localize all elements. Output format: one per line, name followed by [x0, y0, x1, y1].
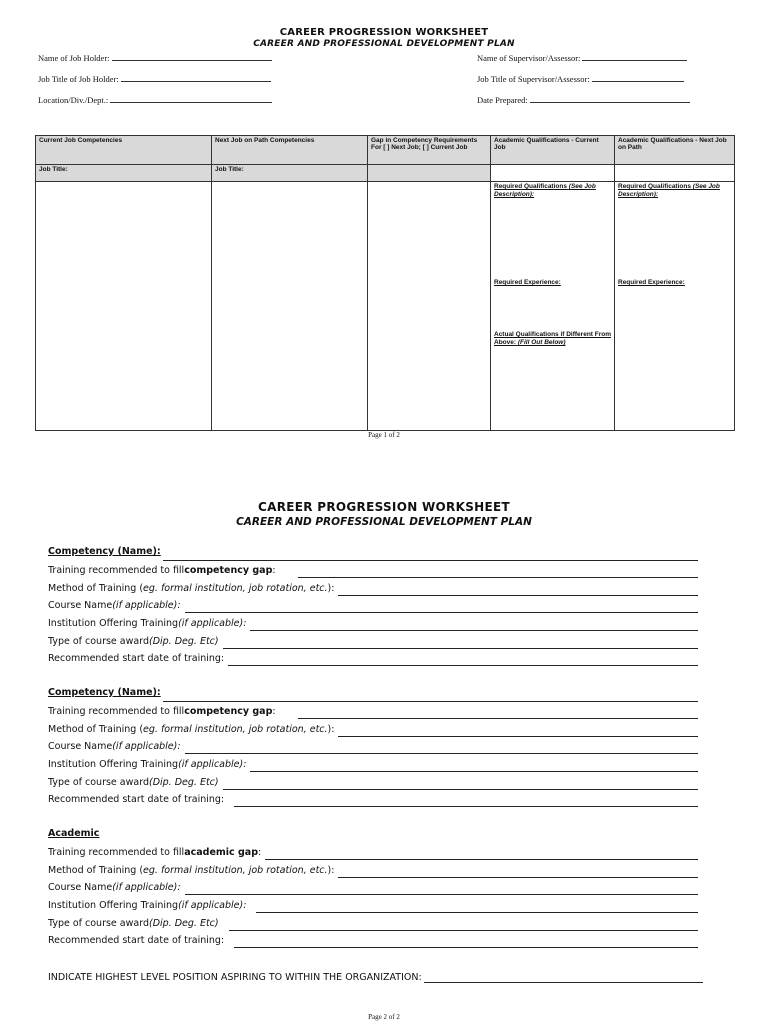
- blank-line[interactable]: [265, 848, 698, 860]
- course-line: Course Name (if applicable):: [48, 878, 698, 896]
- method-line: Method of Training ( eg. formal institution, job rotation, etc. ):: [48, 578, 698, 596]
- blank-line[interactable]: [338, 866, 698, 878]
- required-qualifications-label: Required Qualifications (See Job Description):: [618, 183, 720, 198]
- blank-line[interactable]: [163, 549, 698, 561]
- header-gap-in-competency: Gap in Competency Requirements For [ ] Next Job; [ ] Current Job: [368, 136, 491, 165]
- award-line: Type of course award (Dip. Deg. Etc): [48, 913, 698, 931]
- blank-line[interactable]: [185, 883, 698, 895]
- blank-line[interactable]: [121, 73, 271, 82]
- header-current-job-competencies: Current Job Competencies: [36, 136, 212, 165]
- blank-line[interactable]: [185, 601, 698, 613]
- blank-line[interactable]: [338, 584, 698, 596]
- blank-line[interactable]: [223, 637, 698, 649]
- blank-line[interactable]: [298, 566, 698, 578]
- course-line: Course Name (if applicable):: [48, 737, 698, 755]
- competency-table: [35, 135, 735, 431]
- academic-next-cell[interactable]: [615, 182, 735, 431]
- training-line: Training recommended to fill competency gap :: [48, 561, 698, 579]
- empty-cell: [491, 165, 615, 182]
- academic-section: [48, 825, 698, 948]
- page2-title: CAREER PROGRESSION WORKSHEET: [258, 500, 510, 514]
- field-label: Name of Supervisor/Assessor:: [477, 53, 581, 63]
- competency-section-1: [48, 543, 698, 666]
- start-date-line: Recommended start date of training:: [48, 931, 698, 949]
- header-academic-current: Academic Qualifications - Current Job: [491, 136, 615, 165]
- blank-line[interactable]: [234, 936, 698, 948]
- start-date-line: Recommended start date of training:: [48, 790, 698, 808]
- job-title-row: [36, 165, 735, 182]
- method-line: Method of Training ( eg. formal institution, job rotation, etc. ):: [48, 719, 698, 737]
- field-label: Date Prepared:: [477, 95, 528, 105]
- blank-line[interactable]: [228, 654, 698, 666]
- institution-line: Institution Offering Training (if applicable):: [48, 613, 698, 631]
- section-heading: Competency (Name):: [48, 684, 698, 702]
- section-heading: Competency (Name):: [48, 543, 698, 561]
- blank-line[interactable]: [530, 94, 690, 103]
- page2-subtitle: CAREER AND PROFESSIONAL DEVELOPMENT PLAN: [236, 516, 532, 528]
- supervisor-title-field[interactable]: [477, 73, 684, 84]
- blank-line[interactable]: [163, 690, 698, 702]
- page2-number: Page 2 of 2: [368, 1013, 400, 1021]
- course-line: Course Name (if applicable):: [48, 596, 698, 614]
- section-heading: Academic: [48, 828, 100, 839]
- header-next-job-competencies: Next Job on Path Competencies: [212, 136, 368, 165]
- required-experience-label: Required Experience:: [618, 279, 685, 286]
- blank-line[interactable]: [110, 94, 272, 103]
- page1-number: Page 1 of 2: [368, 431, 400, 439]
- current-competencies-cell[interactable]: [36, 182, 212, 431]
- blank-line[interactable]: [298, 707, 698, 719]
- empty-cell: [615, 165, 735, 182]
- date-prepared-field[interactable]: [477, 94, 690, 105]
- method-line: Method of Training ( eg. formal institution, job rotation, etc. ):: [48, 860, 698, 878]
- location-field[interactable]: [38, 94, 272, 105]
- academic-current-cell[interactable]: [491, 182, 615, 431]
- supervisor-name-field[interactable]: [477, 52, 687, 63]
- required-qualifications-label: Required Qualifications (See Job Description):: [494, 183, 596, 198]
- award-line: Type of course award (Dip. Deg. Etc): [48, 772, 698, 790]
- training-line: Training recommended to fill academic gap :: [48, 843, 698, 861]
- field-label: Name of Job Holder:: [38, 53, 110, 63]
- job-holder-title-field[interactable]: [38, 73, 271, 84]
- table-body-row: [36, 182, 735, 431]
- required-experience-label: Required Experience:: [494, 279, 561, 286]
- field-label: Job Title of Job Holder:: [38, 74, 119, 84]
- highest-position-field: [48, 971, 703, 983]
- blank-line[interactable]: [582, 52, 687, 61]
- award-line: Type of course award (Dip. Deg. Etc): [48, 631, 698, 649]
- empty-cell: [368, 165, 491, 182]
- next-competencies-cell[interactable]: [212, 182, 368, 431]
- header-academic-next: Academic Qualifications - Next Job on Path: [615, 136, 735, 165]
- table-header-row: [36, 136, 735, 165]
- blank-line[interactable]: [424, 971, 703, 983]
- training-line: Training recommended to fill competency gap :: [48, 702, 698, 720]
- blank-line[interactable]: [250, 619, 698, 631]
- blank-line[interactable]: [256, 901, 698, 913]
- blank-line[interactable]: [229, 919, 698, 931]
- blank-line[interactable]: [223, 778, 698, 790]
- field-label: INDICATE HIGHEST LEVEL POSITION ASPIRING TO WITHIN THE ORGANIZATION:: [48, 972, 422, 983]
- current-job-title-label[interactable]: Job Title:: [36, 165, 212, 182]
- start-date-line: Recommended start date of training:: [48, 649, 698, 667]
- next-job-title-label[interactable]: Job Title:: [212, 165, 368, 182]
- blank-line[interactable]: [234, 795, 698, 807]
- job-holder-name-field[interactable]: [38, 52, 272, 63]
- page1-subtitle: CAREER AND PROFESSIONAL DEVELOPMENT PLAN: [253, 39, 515, 49]
- blank-line[interactable]: [112, 52, 272, 61]
- blank-line[interactable]: [185, 742, 698, 754]
- field-label: Job Title of Supervisor/Assessor:: [477, 74, 590, 84]
- field-label: Location/Div./Dept.:: [38, 95, 109, 105]
- institution-line: Institution Offering Training (if applicable):: [48, 754, 698, 772]
- page1-title: CAREER PROGRESSION WORKSHEET: [279, 27, 489, 38]
- actual-qualifications-label: Actual Qualifications if Different From Above: (Fill Out Below): [494, 331, 612, 346]
- blank-line[interactable]: [338, 725, 698, 737]
- competency-section-2: [48, 684, 698, 807]
- blank-line[interactable]: [592, 73, 684, 82]
- blank-line[interactable]: [250, 760, 698, 772]
- gap-cell[interactable]: [368, 182, 491, 431]
- institution-line: Institution Offering Training (if applicable):: [48, 895, 698, 913]
